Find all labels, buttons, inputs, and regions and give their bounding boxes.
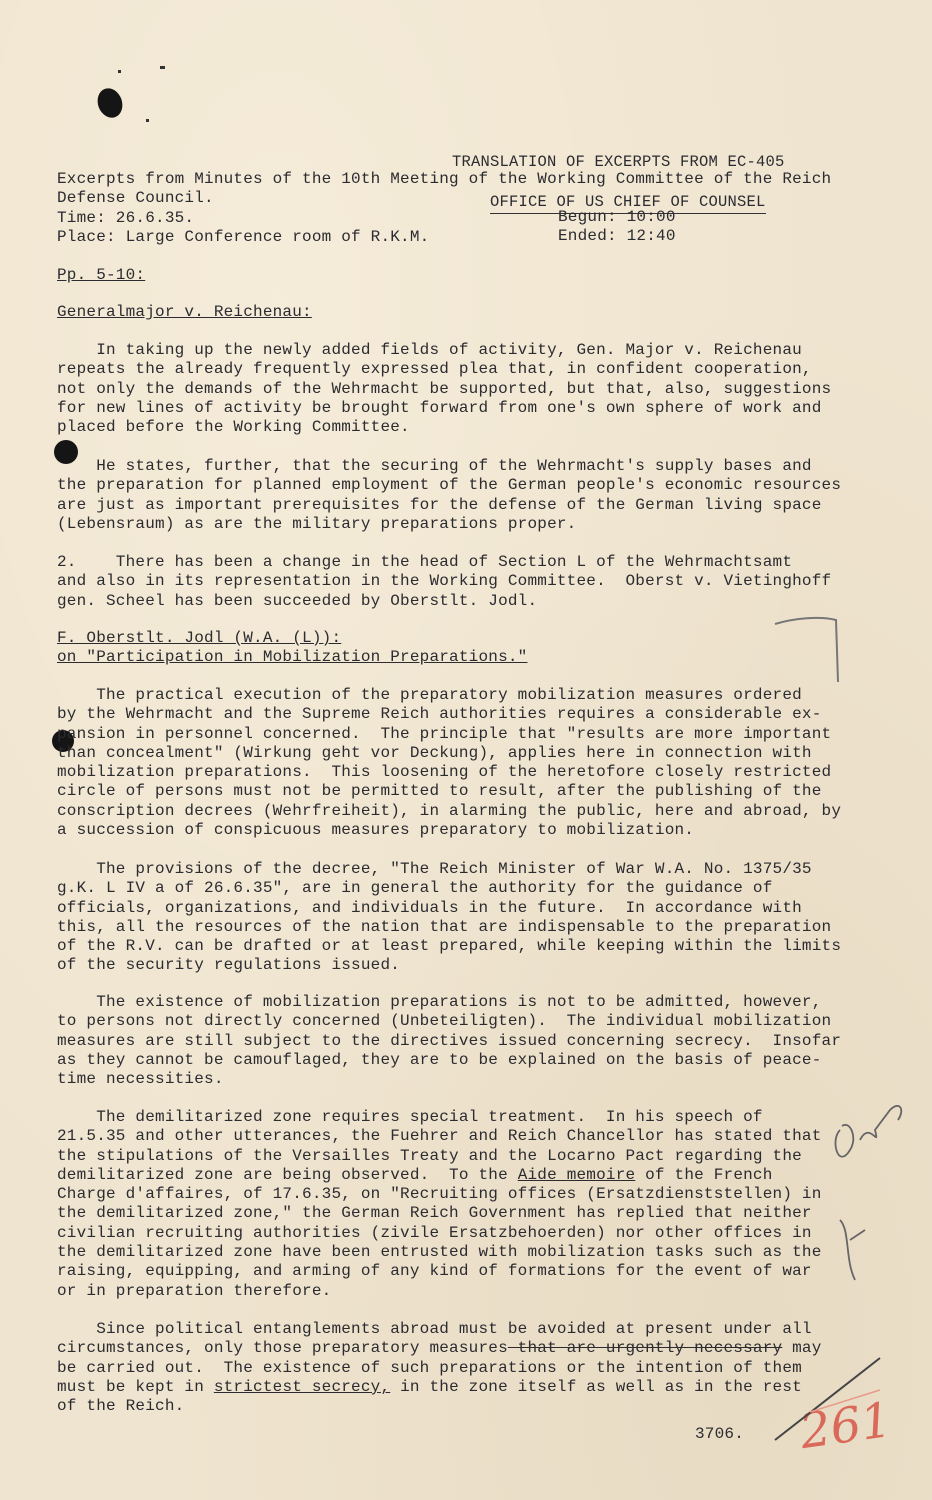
strictest-secrecy-term: strictest secrecy, xyxy=(213,1377,391,1396)
paragraph-7-text-a: The demilitarized zone requires special treatment. In his speech of 21.5.35 and other utterances, the Fuehrer and Reich Chancellor has stated that the stipulations of the Versailles Treaty and the Locarno Pact regarding the demilitarized zone are being observed. To the xyxy=(57,1108,822,1184)
handwritten-page-number: 261 xyxy=(796,1391,896,1461)
meeting-place: Place: Large Conference room of R.K.M. xyxy=(57,227,430,246)
ink-speck xyxy=(146,119,149,122)
paragraph-7-text-b: of the French Charge d'affaires, of 17.6.35, on "Recruiting offices (Ersatzdienststellen) in the demilitarized zone," the German Reich Government has replied that neither civilian recruiting authorities (zivile Ersatzbehoerden) nor other offices in the demilitarized zone have been entrusted with mobilization tasks such as the raising, equipping, and arming of any kind of formations for the event of war or in preparation therefore. xyxy=(57,1165,822,1300)
paragraph-3: 2. There has been a change in the head of Section L of the Wehrmachtsamt and also in its representation in the Working Committee. Oberst v. Vietinghoff gen. Scheel has been succeeded by Oberstlt. Jodl. xyxy=(57,553,832,610)
margin-annotation-slash xyxy=(770,1350,890,1450)
paragraph-7 xyxy=(57,1108,822,1301)
paragraph-1: In taking up the newly added fields of activity, Gen. Major v. Reichenau repeats the already frequently expressed plea that, in confident cooperation, not only the demands of the Wehrmacht be supported, but that, also, suggestions for new lines of activity be brought forward from one's own sphere of work and placed before the Working Committee. xyxy=(57,341,832,437)
speaker-heading-jodl-line1: F. Oberstlt. Jodl (W.A. (L)): xyxy=(57,629,342,647)
ink-speck xyxy=(160,66,165,69)
meeting-begun: Begun: 10:00 xyxy=(558,208,676,226)
ink-speck xyxy=(118,70,121,73)
meeting-info xyxy=(57,170,831,247)
meeting-ended: Ended: 12:40 xyxy=(558,227,676,246)
page-reference: Pp. 5-10: xyxy=(57,266,146,284)
aide-memoire-term: Aide memoire xyxy=(517,1165,636,1184)
meeting-times xyxy=(558,208,676,247)
meeting-title-line1: Excerpts from Minutes of the 10th Meeting of the Working Committee of the Reich xyxy=(57,170,832,188)
header-office: OFFICE OF US CHIEF OF COUNSEL xyxy=(490,192,766,214)
speaker-heading-jodl-line2: on "Participation in Mobilization Preparations." xyxy=(57,648,528,667)
page-number: 3706. xyxy=(695,1425,745,1443)
paragraph-2: He states, further, that the securing of the Wehrmacht's supply bases and the preparation for planned employment of the German people's economic resources are just as important prerequisites for the defense of the German living space (Lebensraum) as are the military preparations proper. xyxy=(57,457,842,533)
punch-hole-top xyxy=(94,85,127,121)
speaker-heading-reichenau: Generalmajor v. Reichenau: xyxy=(57,303,312,321)
margin-annotation-bracket xyxy=(770,612,850,692)
paragraph-4: The practical execution of the preparatory mobilization measures ordered by the Wehrmacht and the Supreme Reich authorities requires a considerable ex- pansion in personnel concerned. The principle that "results are more important than concealment" (Wirkung geht vor Deckung), applies here in connection with mobilization preparations. This loosening of the heretofore closely restricted circle of persons must not be permitted to result, after the publishing of the conscription decrees (Wehrfreiheit), in alarming the public, here and abroad, by a succession of conspicuous measures preparatory to mobilization. xyxy=(57,686,842,840)
paragraph-8-text-b: may be carried out. The existence of such preparations or the intention of them must be kept in xyxy=(57,1339,822,1396)
paragraph-5: The provisions of the decree, "The Reich Minister of War W.A. No. 1375/35 g.K. L IV a of 26.6.35", are in general the authority for the guidance of officials, organizations, and individuals in the future. In accordance with this, all the resources of the nation that are indispensable to the preparation of the R.V. can be drafted or at least prepared, while keeping within the limits of the security regulations issued. xyxy=(57,860,842,975)
header-translation-title: TRANSLATION OF EXCERPTS FROM EC-405 xyxy=(452,153,785,171)
paragraph-8-text-a: Since political entanglements abroad must be avoided at present under all circumstances, only those preparatory measures xyxy=(57,1320,812,1358)
paragraph-8 xyxy=(57,1320,822,1416)
meeting-time: Time: 26.6.35. xyxy=(57,208,195,227)
meeting-title-line2: Defense Council. xyxy=(57,189,214,208)
speaker-heading-jodl xyxy=(57,629,527,668)
paragraph-6: The existence of mobilization preparations is not to be admitted, however, to persons not directly concerned (Unbeteiligten). The individual mobilization measures are still subject to the directives issued concerning secrecy. Insofar as they cannot be camouflaged, they are to be explained on the basis of peace- time necessities. xyxy=(57,993,842,1089)
margin-annotation-scribble xyxy=(820,1090,920,1310)
paragraph-8-text-c: in the zone itself as well as in the rest of the Reich. xyxy=(57,1377,802,1416)
struck-out-text: that are urgently necessary xyxy=(507,1339,783,1358)
